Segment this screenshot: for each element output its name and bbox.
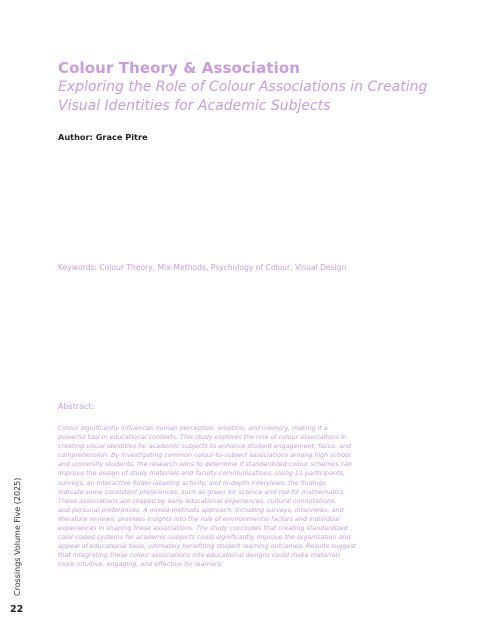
journal-running-header: Crossings Volume Five (2025) bbox=[13, 477, 22, 596]
abstract-line: improve the design of study materials and faculty communications. Using 11 participants, bbox=[58, 470, 345, 478]
article-subtitle bbox=[58, 78, 438, 116]
article-title: Colour Theory & Association bbox=[58, 59, 301, 77]
abstract-line: appeal of educational tools, ultimately benefiting student learning outcomes. Results suggest bbox=[58, 543, 357, 551]
subtitle-line: Exploring the Role of Colour Associations in Creating bbox=[58, 79, 428, 95]
abstract-line: more intuitive, engaging, and effective for learners. bbox=[58, 561, 223, 569]
abstract-line: comprehension. By investigating common colour-to-subject associations among high school bbox=[58, 452, 351, 460]
abstract-line: powerful tool in educational contexts. This study explores the role of colour associations in bbox=[58, 434, 347, 442]
abstract-line: that integrating these colour associations into educational designs could make materials bbox=[58, 552, 341, 560]
abstract-line: indicate some consistent preferences, such as green for science and red for mathematics. bbox=[58, 488, 346, 496]
abstract-heading: Abstract: bbox=[58, 402, 95, 411]
abstract-line: experiences in shaping these associations. The study concludes that creating standardized bbox=[58, 525, 348, 533]
abstract-line: color-coded systems for academic subjects could significantly improve the organization and bbox=[58, 534, 351, 542]
page-number: 22 bbox=[10, 604, 24, 615]
abstract-line: surveys, an interactive folder-labelling activity, and in-depth interviews, the findings bbox=[58, 479, 326, 487]
subtitle-line: Visual Identities for Academic Subjects bbox=[58, 98, 331, 114]
author-line: Author: Grace Pitre bbox=[58, 132, 148, 142]
abstract-line: and university students, the research aims to determine if standardized colour schemes can bbox=[58, 461, 352, 469]
keywords-line: Keywords: Colour Theory, Mix-Methods, Psychology of Colour, Visual Design bbox=[58, 263, 347, 272]
abstract-line: and personal preferences. A mixed-methods approach, including surveys, interviews, and bbox=[58, 506, 344, 514]
abstract-line: Colour significantly influences human perception, emotion, and memory, making it a bbox=[58, 425, 328, 432]
abstract-line: These associations are shaped by early educational experiences, cultural connotations, bbox=[58, 497, 337, 505]
abstract-line: literature reviews, provides insights into the role of environmental factors and individual bbox=[58, 515, 340, 523]
abstract-line: creating visual identities for academic subjects to enhance student engagement, focus, and bbox=[58, 443, 352, 451]
abstract-body bbox=[58, 424, 400, 570]
